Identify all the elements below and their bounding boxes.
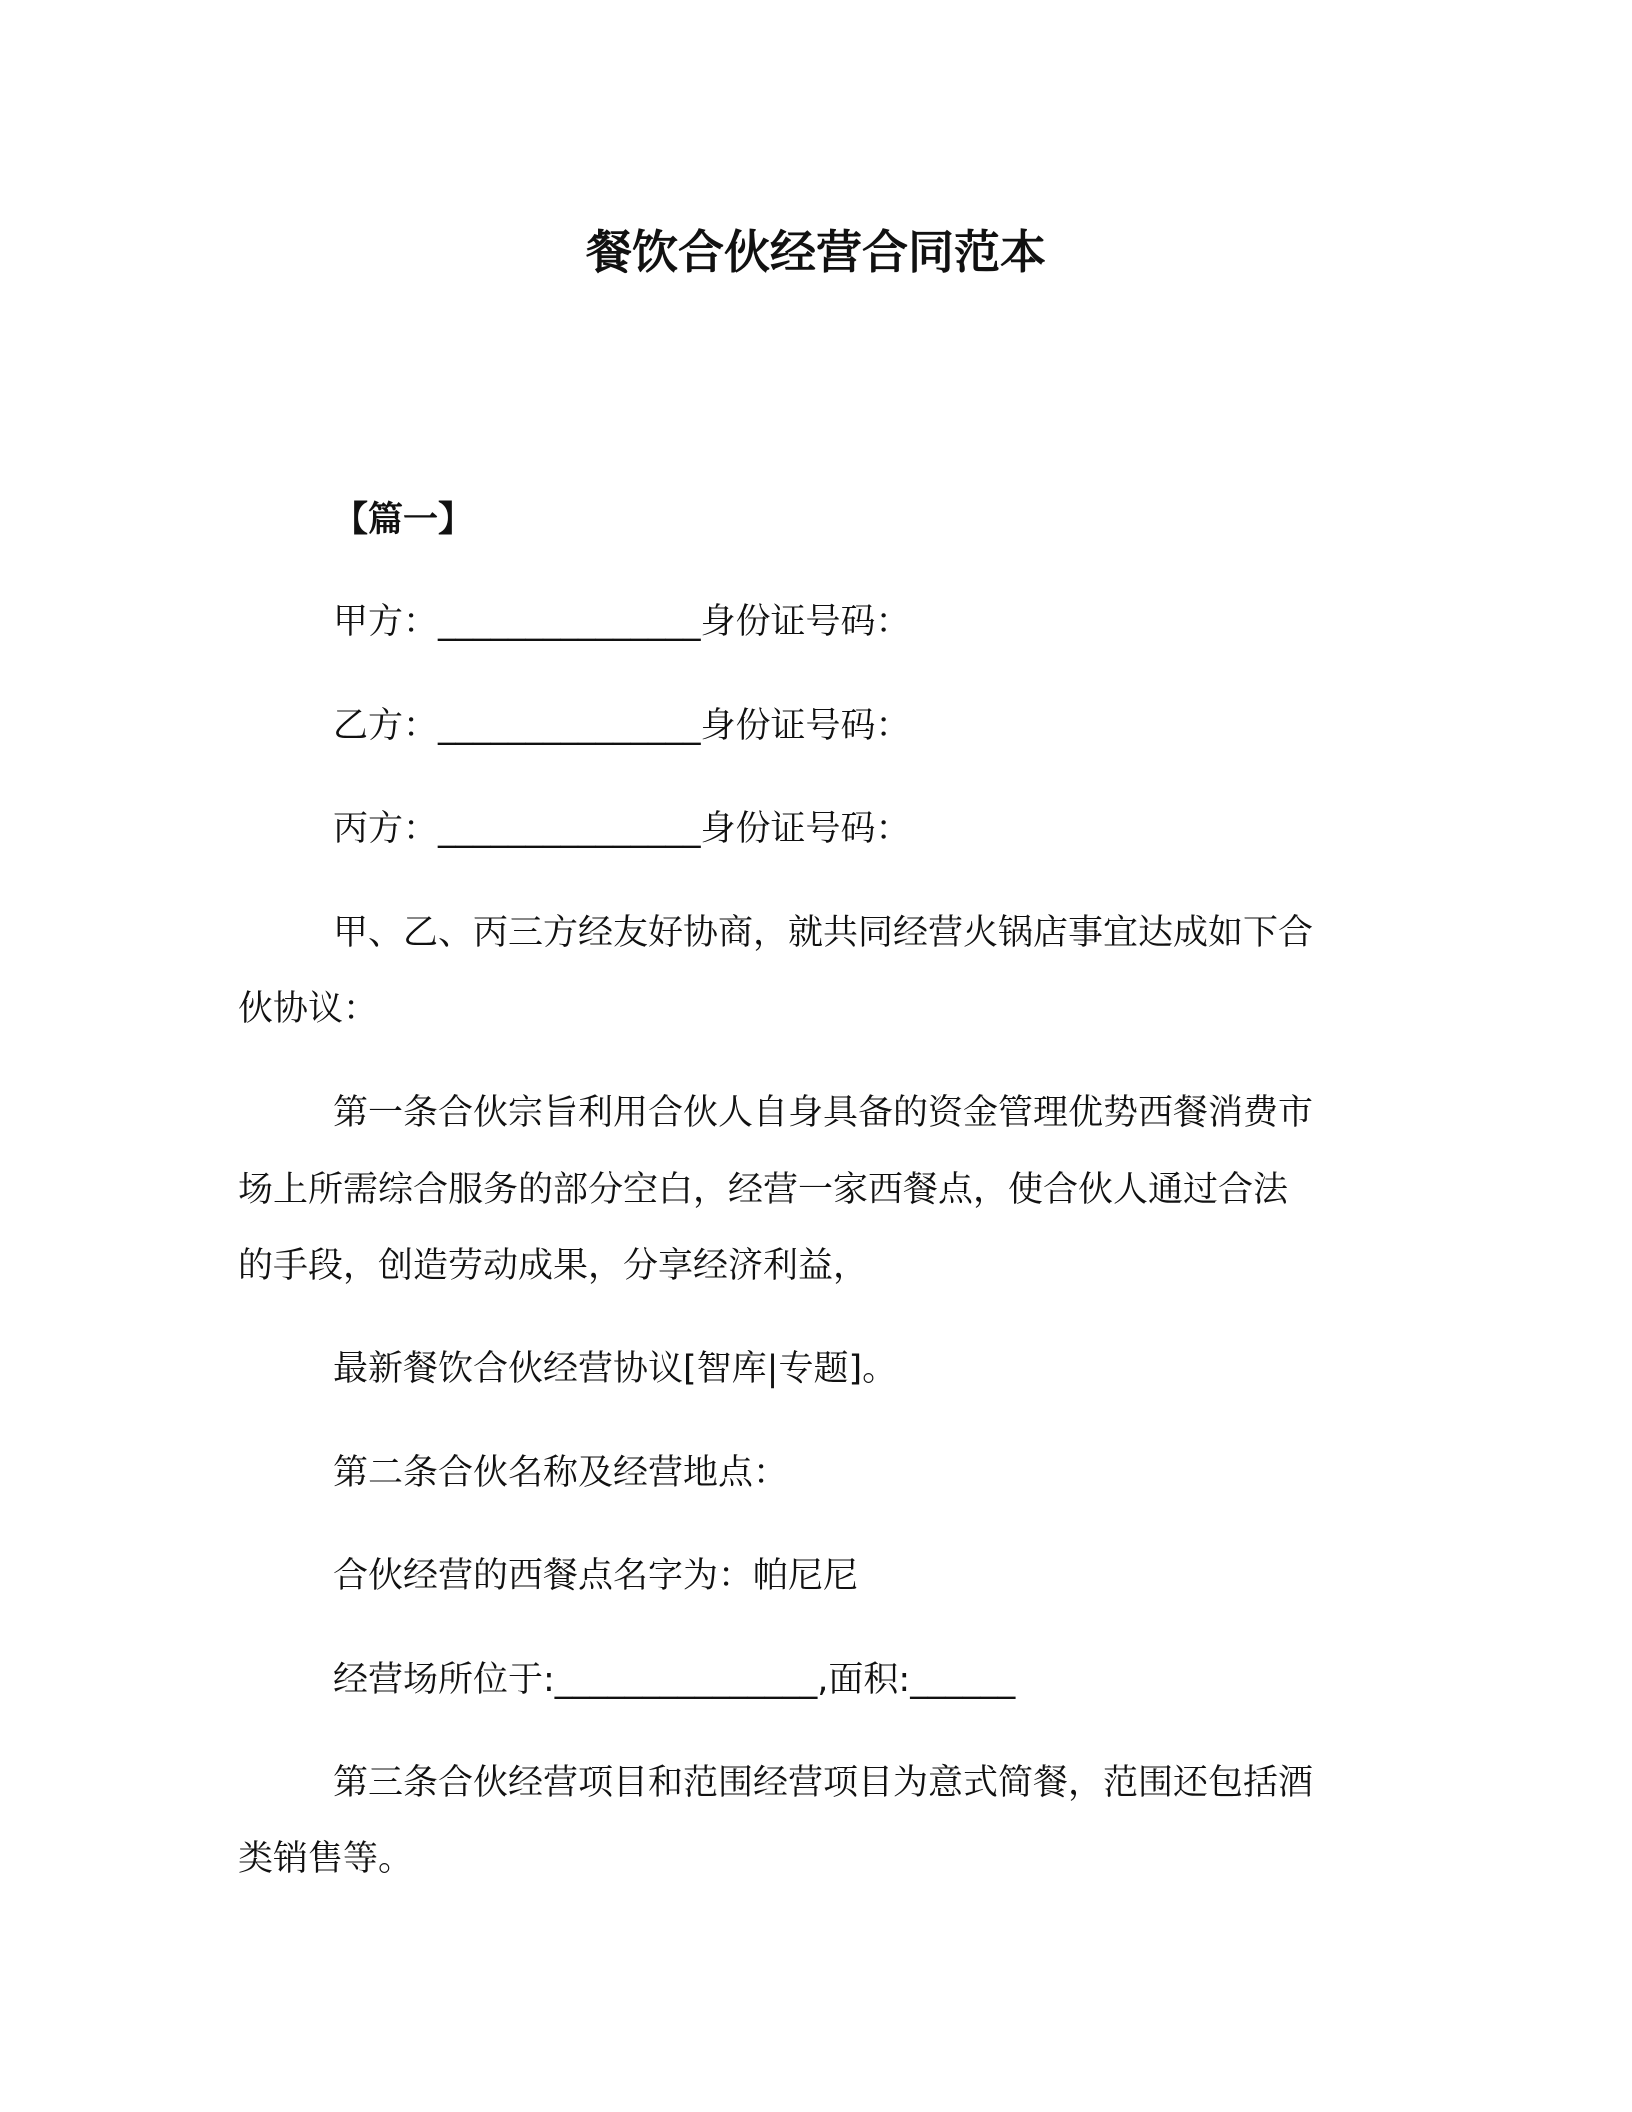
party-a-line: 甲方：_______________身份证号码： [333, 602, 911, 642]
note-line: 最新餐饮合伙经营协议[智库|专题]。 [333, 1349, 898, 1389]
intro-line-2: 伙协议： [238, 989, 379, 1029]
article-2-name: 合伙经营的西餐点名字为：帕尼尼 [333, 1556, 859, 1596]
document-title: 餐饮合伙经营合同范本 [586, 225, 1046, 279]
article-1-line-3: 的手段，创造劳动成果，分享经济利益， [238, 1246, 869, 1286]
party-b-line: 乙方：_______________身份证号码： [333, 706, 911, 746]
article-1-line-1: 第一条合伙宗旨利用合伙人自身具备的资金管理优势西餐消费市 [333, 1093, 1314, 1133]
intro-line-1: 甲、乙、丙三方经友好协商，就共同经营火锅店事宜达成如下合 [333, 913, 1314, 953]
article-3-line-1: 第三条合伙经营项目和范围经营项目为意式简餐，范围还包括酒 [333, 1763, 1314, 1803]
party-c-line: 丙方：_______________身份证号码： [333, 809, 911, 849]
article-2-location: 经营场所位于:_______________,面积:______ [333, 1660, 1016, 1700]
article-1-line-2: 场上所需综合服务的部分空白，经营一家西餐点，使合伙人通过合法 [238, 1170, 1289, 1210]
article-3-line-2: 类销售等。 [238, 1839, 414, 1879]
article-2-heading: 第二条合伙名称及经营地点： [333, 1453, 789, 1493]
section-label: 【篇一】 [333, 500, 474, 540]
